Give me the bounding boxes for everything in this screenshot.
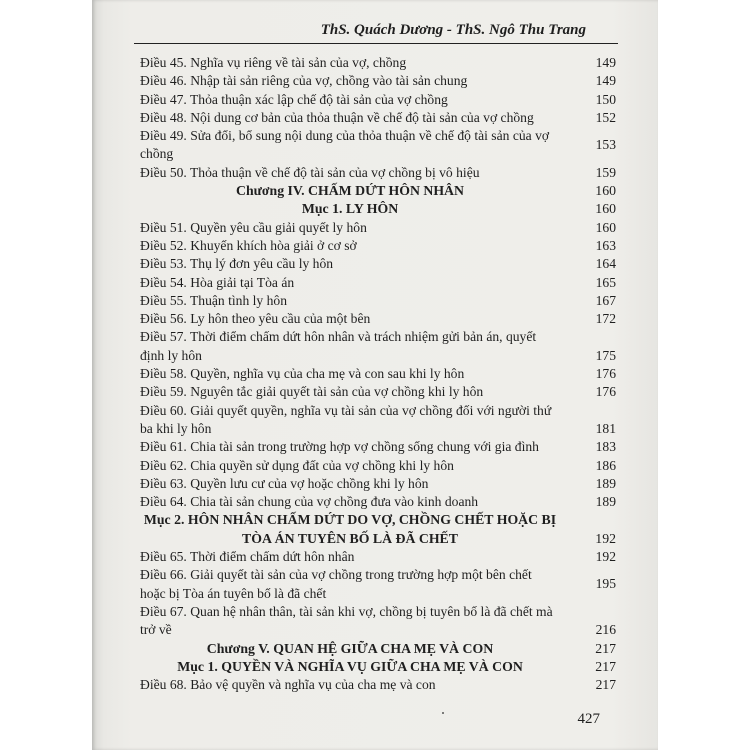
toc-entry-page: 183 [595, 439, 616, 455]
toc-entry-title: Điều 50. Thỏa thuận về chế độ tài sản của vợ chồng bị vô hiệu [140, 164, 480, 180]
toc-entry-page: 192 [595, 530, 616, 546]
toc-entry-page: 164 [595, 256, 616, 272]
toc-entry [140, 219, 616, 237]
toc-entry-page: 186 [595, 457, 616, 473]
toc-entry [140, 292, 616, 310]
running-header: ThS. Quách Dương - ThS. Ngô Thu Trang [320, 22, 586, 38]
toc-entry-page: 150 [595, 91, 616, 107]
toc-entry [140, 237, 616, 255]
toc-entry-title: Chương IV. CHẤM DỨT HÔN NHÂN [235, 183, 464, 199]
toc-entry-page: 152 [595, 109, 616, 125]
page-number: 427 [577, 711, 600, 727]
toc-entry-page: 176 [595, 384, 616, 400]
toc-entry [140, 548, 616, 566]
toc-entry-page: 159 [595, 164, 616, 180]
toc-entry-page: 216 [595, 622, 616, 638]
toc-entry-title: Điều 48. Nội dung cơ bản của thỏa thuận về chế độ tài sản của vợ chồng [140, 109, 534, 125]
toc-entry-page: 167 [595, 292, 616, 308]
toc-entry-page: 149 [595, 55, 616, 70]
toc-entry-page: 163 [595, 237, 616, 253]
toc-entry-title: Điều 54. Hòa giải tại Tòa án [140, 274, 295, 290]
toc-entry-title: Điều 62. Chia quyền sử dụng đất của vợ chồng khi ly hôn [140, 457, 454, 473]
toc-entry-page: 181 [595, 420, 616, 436]
toc-entry-page: 176 [595, 366, 616, 382]
toc-entry-title: Điều 58. Quyền, nghĩa vụ của cha mẹ và con sau khi ly hôn [140, 366, 465, 382]
toc-entry-title: Điều 61. Chia tài sản trong trường hợp vợ chồng sống chung với gia đình [140, 439, 539, 455]
toc-entry-title: Điều 51. Quyền yêu cầu giải quyết ly hôn [140, 219, 367, 235]
toc-entry [140, 493, 616, 511]
toc-entry [140, 566, 616, 603]
toc-entry-page: 160 [595, 201, 616, 217]
toc-entry-title: Điều 49. Sửa đổi, bổ sung nội dung của thỏa thuận về chế độ tài sản của vợ chồng [140, 128, 550, 162]
toc-entry [140, 91, 616, 109]
toc-entry-title: Điều 47. Thỏa thuận xác lập chế độ tài sản của vợ chồng [140, 91, 448, 107]
toc-entry [140, 72, 616, 90]
toc-entry-page: 217 [595, 658, 616, 674]
toc-entry-page: 160 [595, 219, 616, 235]
toc-entry [140, 383, 616, 401]
toc-entry-title: Điều 46. Nhập tài sản riêng của vợ, chồng vào tài sản chung [140, 73, 468, 89]
speck [442, 712, 444, 714]
toc-entry [140, 109, 616, 127]
toc-heading [140, 658, 616, 676]
toc-entry-page: 195 [595, 576, 616, 592]
toc-entry-title: Điều 65. Thời điểm chấm dứt hôn nhân [140, 549, 355, 565]
book-page [92, 0, 658, 750]
toc-entry [140, 274, 616, 292]
toc-heading [140, 640, 616, 658]
toc-heading [140, 511, 616, 548]
toc-entry-page: 160 [595, 183, 616, 199]
toc-entry-title: Điều 55. Thuận tình ly hôn [140, 292, 288, 308]
toc-entry-page: 192 [595, 549, 616, 565]
toc-entry [140, 54, 616, 72]
toc-entry-title: Điều 56. Ly hôn theo yêu cầu của một bên [140, 311, 371, 327]
toc-entry-title: Điều 64. Chia tài sản chung của vợ chồng đưa vào kinh doanh [140, 494, 479, 510]
toc-entry-title: Điều 60. Giải quyết quyền, nghĩa vụ tài sản của vợ chồng đối với người thứ ba khi ly hôn [140, 402, 552, 436]
toc-entry-title: Điều 45. Nghĩa vụ riêng về tài sản của vợ, chồng [140, 55, 407, 70]
toc-entry [140, 438, 616, 456]
toc-heading [140, 200, 616, 218]
toc-entry-title: Mục 1. QUYỀN VÀ NGHĨA VỤ GIỮA CHA MẸ VÀ CON [177, 658, 523, 674]
toc-entry-page: 217 [595, 640, 616, 656]
toc-entry-page: 189 [595, 475, 616, 491]
toc-entry-page: 172 [595, 311, 616, 327]
header-rule [134, 43, 618, 44]
toc-entry-title: Điều 66. Giải quyết tài sản của vợ chồng trong trường hợp một bên chết hoặc bị Tòa án tuyên bố là đã chết [140, 567, 532, 601]
toc-entry-title: Điều 59. Nguyên tắc giải quyết tài sản của vợ chồng khi ly hôn [140, 384, 484, 400]
toc-entry [140, 402, 616, 439]
toc-entry [140, 475, 616, 493]
toc-entry-title: Mục 1. LY HÔN [301, 201, 399, 217]
table-of-contents [140, 54, 616, 694]
toc-entry [140, 676, 616, 694]
toc-entry-page: 217 [595, 677, 616, 693]
toc-entry-page: 149 [595, 73, 616, 89]
toc-entry [140, 127, 616, 164]
toc-entry-title: Điều 63. Quyền lưu cư của vợ hoặc chồng khi ly hôn [140, 475, 429, 491]
toc-entry-title: Điều 52. Khuyến khích hòa giải ở cơ sở [140, 237, 357, 253]
toc-entry [140, 365, 616, 383]
toc-entry-title: Chương V. QUAN HỆ GIỮA CHA MẸ VÀ CON [206, 640, 494, 656]
toc-entry-page: 165 [595, 274, 616, 290]
toc-entry [140, 457, 616, 475]
toc-entry-page: 153 [595, 137, 616, 153]
toc-entry-title: Mục 2. HÔN NHÂN CHẤM DỨT DO VỢ, CHỒNG CHẾT HOẶC BỊ TÒA ÁN TUYÊN BỐ LÀ ĐÃ CHẾT [143, 512, 557, 546]
toc-entry [140, 328, 616, 365]
toc-entry-title: Điều 57. Thời điểm chấm dứt hôn nhân và trách nhiệm gửi bản án, quyết định ly hôn [140, 329, 537, 363]
toc-entry-page: 175 [595, 347, 616, 363]
toc-entry-title: Điều 67. Quan hệ nhân thân, tài sản khi vợ, chồng bị tuyên bố là đã chết mà trở về [140, 603, 553, 638]
toc-entry-title: Điều 68. Bảo vệ quyền và nghĩa vụ của cha mẹ và con [140, 677, 436, 693]
toc-entry [140, 603, 616, 640]
toc-heading [140, 182, 616, 200]
toc-entry [140, 310, 616, 328]
toc-entry [140, 164, 616, 182]
toc-entry [140, 255, 616, 273]
toc-entry-title: Điều 53. Thụ lý đơn yêu cầu ly hôn [140, 256, 334, 272]
toc-entry-page: 189 [595, 494, 616, 510]
